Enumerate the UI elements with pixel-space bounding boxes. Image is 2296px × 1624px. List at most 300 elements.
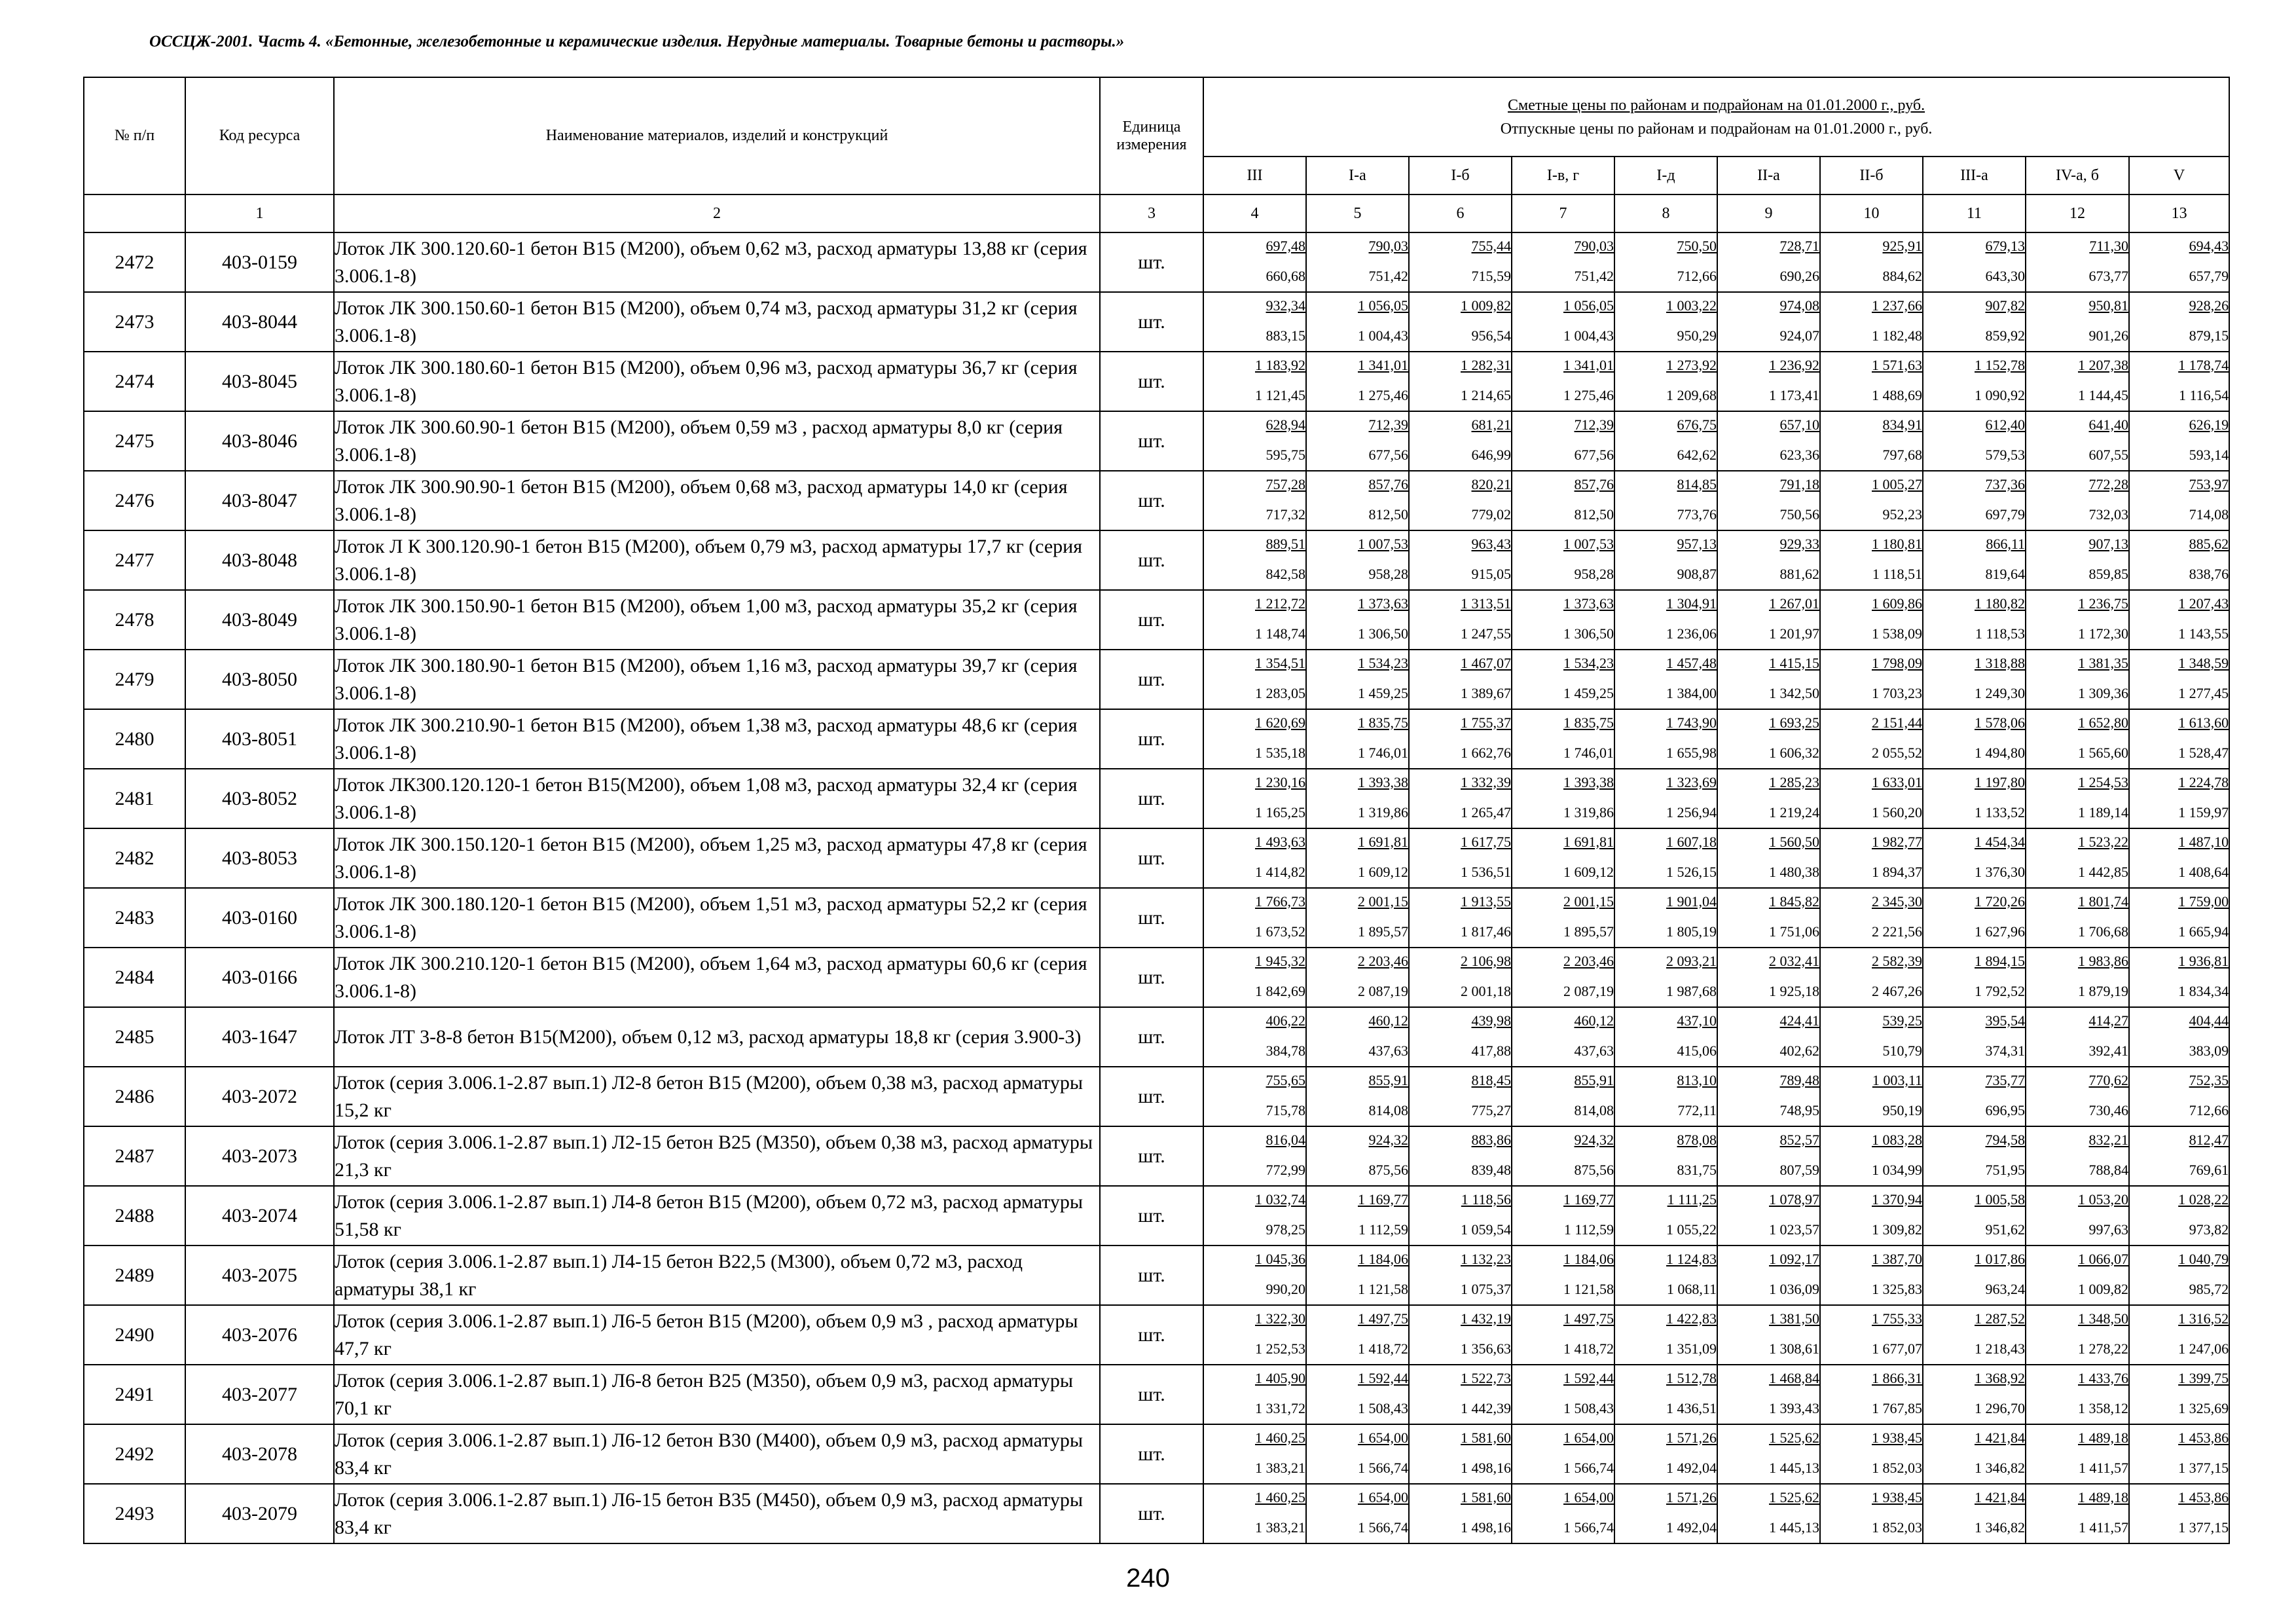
estimate-price: 1 534,23 [1358, 654, 1408, 671]
release-price: 1 346,82 [1975, 1519, 2025, 1536]
price-cell [1203, 1007, 1306, 1067]
price-cell [1409, 828, 1512, 888]
release-price: 859,92 [1985, 327, 2025, 344]
release-price: 985,72 [2189, 1280, 2229, 1297]
estimate-price: 878,08 [1677, 1131, 1717, 1148]
estimate-price: 1 381,50 [1769, 1310, 1819, 1327]
estimate-price: 1 938,45 [1872, 1488, 1922, 1505]
release-price: 775,27 [1471, 1101, 1511, 1118]
estimate-price: 832,21 [2088, 1131, 2128, 1148]
row-number: 2477 [84, 530, 185, 590]
estimate-price: 1 460,25 [1255, 1488, 1305, 1505]
estimate-price: 1 066,07 [2078, 1250, 2128, 1267]
release-price: 1 165,25 [1255, 803, 1305, 821]
estimate-price: 1 180,82 [1975, 595, 2025, 612]
price-cell [1717, 828, 1820, 888]
price-cell [1203, 948, 1306, 1007]
header-code: Код ресурса [185, 77, 334, 194]
price-cell [1923, 948, 2026, 1007]
release-price: 1 528,47 [2178, 744, 2229, 761]
release-price: 1 751,06 [1769, 923, 1819, 940]
estimate-price: 755,65 [1266, 1071, 1305, 1088]
estimate-price: 1 798,09 [1872, 654, 1922, 671]
estimate-price: 414,27 [2088, 1012, 2128, 1029]
column-number: 2 [334, 194, 1100, 232]
price-cell [1203, 1186, 1306, 1246]
table-row [84, 352, 2229, 411]
price-cell [1820, 232, 1923, 292]
unit-of-measure: шт. [1100, 769, 1203, 828]
release-price: 1 004,43 [1358, 327, 1408, 344]
price-cell [1306, 1484, 1409, 1543]
estimate-price: 1 393,38 [1358, 773, 1408, 790]
release-price: 779,02 [1471, 506, 1511, 523]
estimate-price: 1 237,66 [1872, 297, 1922, 314]
price-cell [1717, 1186, 1820, 1246]
estimate-price: 2 001,15 [1358, 893, 1408, 910]
price-cell [1614, 828, 1717, 888]
estimate-price: 1 654,00 [1563, 1429, 1614, 1446]
estimate-price: 1 056,05 [1563, 297, 1614, 314]
item-name: Лоток ЛК300.120.120-1 бетон В15(М200), объем 1,08 м3, расход арматуры 32,4 кг (серия 3.006.1-8) [334, 769, 1100, 828]
price-cell [1923, 1007, 2026, 1067]
estimate-price: 750,50 [1677, 237, 1717, 254]
row-number: 2493 [84, 1484, 185, 1543]
price-cell [1820, 1424, 1923, 1484]
estimate-price: 866,11 [1986, 535, 2025, 552]
estimate-price: 1 654,00 [1358, 1488, 1408, 1505]
header-prices [1203, 77, 2229, 157]
price-cell [2026, 530, 2129, 590]
price-cell [2026, 1305, 2129, 1365]
price-cell [1512, 292, 1614, 352]
estimate-price: 1 254,53 [2078, 773, 2128, 790]
estimate-price: 1 835,75 [1563, 714, 1614, 731]
estimate-price: 1 083,28 [1872, 1131, 1922, 1148]
release-price: 751,42 [1574, 267, 1614, 284]
estimate-price: 539,25 [1882, 1012, 1922, 1029]
resource-code: 403-2074 [185, 1186, 334, 1246]
estimate-price: 2 203,46 [1358, 952, 1408, 969]
price-cell [1409, 1186, 1512, 1246]
release-price: 1 408,64 [2178, 863, 2229, 880]
release-price: 712,66 [1677, 267, 1717, 284]
release-price: 1 325,69 [2178, 1399, 2229, 1416]
release-price: 797,68 [1882, 446, 1922, 463]
release-price: 958,28 [1574, 565, 1614, 582]
estimate-price: 1 005,27 [1872, 475, 1922, 492]
estimate-price: 1 348,59 [2178, 654, 2229, 671]
estimate-price: 1 323,69 [1666, 773, 1717, 790]
release-price: 392,41 [2088, 1042, 2128, 1059]
estimate-price: 1 045,36 [1255, 1250, 1305, 1267]
release-price: 812,50 [1368, 506, 1408, 523]
release-price: 773,76 [1677, 506, 1717, 523]
price-cell [1923, 411, 2026, 471]
item-name: Лоток ЛК 300.90.90-1 бетон В15 (М200), объем 0,68 м3, расход арматуры 14,0 кг (серия 3.006.1-8) [334, 471, 1100, 530]
estimate-price: 1 230,16 [1255, 773, 1305, 790]
estimate-price: 1 422,83 [1666, 1310, 1717, 1327]
estimate-price: 950,81 [2088, 297, 2128, 314]
estimate-price: 855,91 [1368, 1071, 1408, 1088]
release-price: 859,85 [2088, 565, 2128, 582]
release-price: 1 389,67 [1461, 684, 1511, 701]
estimate-price: 1 759,00 [2178, 893, 2229, 910]
release-price: 1 627,96 [1975, 923, 2025, 940]
price-cell [1614, 709, 1717, 769]
estimate-price: 1 111,25 [1667, 1190, 1717, 1208]
column-number: 9 [1717, 194, 1820, 232]
item-name: Лоток (серия 3.006.1-2.87 вып.1) Л2-15 бетон В25 (М350), объем 0,38 м3, расход арматуры 21,3 кг [334, 1126, 1100, 1186]
price-cell [1923, 530, 2026, 590]
estimate-price: 1 617,75 [1461, 833, 1511, 850]
release-price: 1 090,92 [1975, 386, 2025, 403]
price-cell [1306, 650, 1409, 709]
table-row [84, 411, 2229, 471]
region-header: II-а [1717, 157, 1820, 194]
price-cell [2026, 1007, 2129, 1067]
price-cell [1306, 1305, 1409, 1365]
price-cell [1409, 888, 1512, 948]
estimate-price: 1 936,81 [2178, 952, 2229, 969]
release-price: 1 023,57 [1769, 1221, 1819, 1238]
price-cell [1820, 471, 1923, 530]
release-price: 1 358,12 [2078, 1399, 2128, 1416]
price-cell [2026, 888, 2129, 948]
table-row [84, 232, 2229, 292]
estimate-price: 1 693,25 [1769, 714, 1819, 731]
estimate-price: 1 078,97 [1769, 1190, 1819, 1208]
price-cell [2129, 530, 2229, 590]
estimate-price: 1 743,90 [1666, 714, 1717, 731]
estimate-price: 612,40 [1985, 416, 2025, 433]
price-cell [1820, 1186, 1923, 1246]
table-row [84, 530, 2229, 590]
estimate-price: 1 212,72 [1255, 595, 1305, 612]
price-cell [2026, 948, 2129, 1007]
unit-of-measure: шт. [1100, 292, 1203, 352]
estimate-price: 1 197,80 [1975, 773, 2025, 790]
price-cell [1203, 650, 1306, 709]
release-price: 402,62 [1779, 1042, 1819, 1059]
release-price: 1 987,68 [1666, 982, 1717, 999]
row-number: 2487 [84, 1126, 185, 1186]
release-price: 384,78 [1266, 1042, 1305, 1059]
unit-of-measure: шт. [1100, 1186, 1203, 1246]
estimate-price: 737,36 [1985, 475, 2025, 492]
estimate-price: 681,21 [1471, 416, 1511, 433]
item-name: Лоток (серия 3.006.1-2.87 вып.1) Л6-8 бетон В25 (М350), объем 0,9 м3, расход арматуры 70,1 кг [334, 1365, 1100, 1424]
release-price: 1 009,82 [2078, 1280, 2128, 1297]
row-number: 2488 [84, 1186, 185, 1246]
estimate-price: 753,97 [2189, 475, 2229, 492]
resource-code: 403-2075 [185, 1246, 334, 1305]
release-price: 732,03 [2088, 506, 2128, 523]
price-cell [1614, 1484, 1717, 1543]
release-price: 1 805,19 [1666, 923, 1717, 940]
price-cell [1614, 948, 1717, 1007]
unit-of-measure: шт. [1100, 471, 1203, 530]
row-number: 2478 [84, 590, 185, 650]
estimate-price: 1 132,23 [1461, 1250, 1511, 1267]
price-cell [2026, 1246, 2129, 1305]
price-cell [2129, 828, 2229, 888]
price-cell [1409, 1484, 1512, 1543]
price-cell [1923, 1186, 2026, 1246]
estimate-price: 424,41 [1779, 1012, 1819, 1029]
resource-code: 403-8051 [185, 709, 334, 769]
release-price: 690,26 [1779, 267, 1819, 284]
price-cell [1203, 471, 1306, 530]
price-cell [1717, 1126, 1820, 1186]
estimate-price: 1 571,26 [1666, 1429, 1717, 1446]
price-cell [1203, 709, 1306, 769]
estimate-price: 1 224,78 [2178, 773, 2229, 790]
table-row [84, 1246, 2229, 1305]
price-cell [1614, 769, 1717, 828]
release-price: 1 895,57 [1563, 923, 1614, 940]
unit-of-measure: шт. [1100, 1424, 1203, 1484]
price-cell [1512, 709, 1614, 769]
release-price: 595,75 [1266, 446, 1305, 463]
estimate-price: 1 652,80 [2078, 714, 2128, 731]
price-cell [1306, 352, 1409, 411]
estimate-price: 1 313,51 [1461, 595, 1511, 612]
estimate-price: 1 609,86 [1872, 595, 1922, 612]
row-number: 2476 [84, 471, 185, 530]
release-price: 1 319,86 [1563, 803, 1614, 821]
price-cell [1512, 1186, 1614, 1246]
table-row [84, 1067, 2229, 1126]
price-cell [1717, 1067, 1820, 1126]
release-price: 1 351,09 [1666, 1340, 1717, 1357]
release-price: 1 834,34 [2178, 982, 2229, 999]
price-cell [1923, 1126, 2026, 1186]
table-row [84, 1186, 2229, 1246]
release-price: 807,59 [1779, 1161, 1819, 1178]
estimate-price: 812,47 [2189, 1131, 2229, 1148]
price-cell [1717, 471, 1820, 530]
release-price: 1 538,09 [1872, 625, 1922, 642]
table-row [84, 1424, 2229, 1484]
price-cell [2026, 828, 2129, 888]
price-cell [2129, 1246, 2229, 1305]
estimate-price: 2 151,44 [1872, 714, 1922, 731]
estimate-price: 1 578,06 [1975, 714, 2025, 731]
release-price: 1 498,16 [1461, 1459, 1511, 1476]
estimate-price: 1 053,20 [2078, 1190, 2128, 1208]
release-price: 924,07 [1779, 327, 1819, 344]
estimate-price: 1 207,43 [2178, 595, 2229, 612]
estimate-price: 772,28 [2088, 475, 2128, 492]
unit-of-measure: шт. [1100, 1365, 1203, 1424]
price-cell [1717, 292, 1820, 352]
release-price: 1 445,13 [1769, 1459, 1819, 1476]
estimate-price: 1 654,00 [1358, 1429, 1408, 1446]
price-cell [1923, 1365, 2026, 1424]
unit-of-measure: шт. [1100, 1305, 1203, 1365]
price-cell [1306, 948, 1409, 1007]
item-name: Лоток (серия 3.006.1-2.87 вып.1) Л6-15 бетон В35 (М450), объем 0,9 м3, расход арматуры 83,4 кг [334, 1484, 1100, 1543]
release-price: 973,82 [2189, 1221, 2229, 1238]
unit-of-measure: шт. [1100, 1126, 1203, 1186]
table-row [84, 292, 2229, 352]
release-price: 643,30 [1985, 267, 2025, 284]
table-row [84, 888, 2229, 948]
estimate-price: 1 322,30 [1255, 1310, 1305, 1327]
price-cell [1203, 1246, 1306, 1305]
estimate-price: 657,10 [1779, 416, 1819, 433]
estimate-price: 1 341,01 [1358, 356, 1408, 373]
release-price: 1 817,46 [1461, 923, 1511, 940]
estimate-price: 697,48 [1266, 237, 1305, 254]
release-price: 1 895,57 [1358, 923, 1408, 940]
item-name: Лоток ЛТ 3-8-8 бетон В15(М200), объем 0,12 м3, расход арматуры 18,8 кг (серия 3.900-3) [334, 1007, 1100, 1067]
release-price: 1 189,14 [2078, 803, 2128, 821]
release-price: 875,56 [1368, 1161, 1408, 1178]
release-price: 1 852,03 [1872, 1459, 1922, 1476]
estimate-price: 1 056,05 [1358, 297, 1408, 314]
estimate-price: 1 633,01 [1872, 773, 1922, 790]
price-cell [1512, 948, 1614, 1007]
release-price: 1 219,24 [1769, 803, 1819, 821]
release-price: 1 767,85 [1872, 1399, 1922, 1416]
estimate-price: 1 387,70 [1872, 1250, 1922, 1267]
price-cell [1203, 530, 1306, 590]
release-price: 1 842,69 [1255, 982, 1305, 999]
estimate-price: 1 894,15 [1975, 952, 2025, 969]
price-cell [1512, 471, 1614, 530]
price-cell [2026, 1186, 2129, 1246]
resource-code: 403-8045 [185, 352, 334, 411]
release-price: 1 306,50 [1358, 625, 1408, 642]
price-cell [1409, 1007, 1512, 1067]
price-cell [1614, 1424, 1717, 1484]
estimate-price: 1 348,50 [2078, 1310, 2128, 1327]
price-cell [2129, 1007, 2229, 1067]
estimate-price: 816,04 [1266, 1131, 1305, 1148]
price-cell [1923, 292, 2026, 352]
price-cell [1306, 530, 1409, 590]
release-price: 1 214,65 [1461, 386, 1511, 403]
column-number: 11 [1923, 194, 2026, 232]
estimate-price: 1 399,75 [2178, 1369, 2229, 1386]
unit-of-measure: шт. [1100, 352, 1203, 411]
estimate-price: 770,62 [2088, 1071, 2128, 1088]
price-cell [2129, 1067, 2229, 1126]
estimate-price: 924,32 [1368, 1131, 1408, 1148]
release-price: 1 852,03 [1872, 1519, 1922, 1536]
region-header: I-б [1409, 157, 1512, 194]
price-cell [1614, 411, 1717, 471]
estimate-price: 928,26 [2189, 297, 2229, 314]
region-header: IV-а, б [2026, 157, 2129, 194]
estimate-price: 1 460,25 [1255, 1429, 1305, 1446]
estimate-price: 791,18 [1779, 475, 1819, 492]
estimate-price: 1 845,82 [1769, 893, 1819, 910]
release-price: 437,63 [1574, 1042, 1614, 1059]
resource-code: 403-0166 [185, 948, 334, 1007]
price-cell [1512, 590, 1614, 650]
price-cell [1512, 828, 1614, 888]
release-price: 642,62 [1677, 446, 1717, 463]
estimate-price: 1 007,53 [1563, 535, 1614, 552]
price-cell [1409, 292, 1512, 352]
estimate-price: 1 945,32 [1255, 952, 1305, 969]
price-cell [1923, 232, 2026, 292]
price-cell [1614, 1007, 1717, 1067]
estimate-price: 628,94 [1266, 416, 1305, 433]
item-name: Лоток ЛК 300.150.60-1 бетон В15 (М200), объем 0,74 м3, расход арматуры 31,2 кг (серия 3.006.1-8) [334, 292, 1100, 352]
region-header: I-а [1306, 157, 1409, 194]
release-price: 1 252,53 [1255, 1340, 1305, 1357]
unit-of-measure: шт. [1100, 590, 1203, 650]
release-price: 660,68 [1266, 267, 1305, 284]
item-name: Лоток Л К 300.120.90-1 бетон В15 (М200), объем 0,79 м3, расход арматуры 17,7 кг (серия 3.006.1-8) [334, 530, 1100, 590]
price-cell [1820, 888, 1923, 948]
estimate-price: 676,75 [1677, 416, 1717, 433]
row-number: 2473 [84, 292, 185, 352]
estimate-price: 932,34 [1266, 297, 1305, 314]
release-price: 839,48 [1471, 1161, 1511, 1178]
price-cell [2129, 1365, 2229, 1424]
estimate-price: 1 487,10 [2178, 833, 2229, 850]
release-price: 751,42 [1368, 267, 1408, 284]
release-price: 1 383,21 [1255, 1459, 1305, 1476]
release-price: 1 112,59 [1563, 1221, 1614, 1238]
estimate-price: 1 316,52 [2178, 1310, 2229, 1327]
price-cell [1306, 888, 1409, 948]
price-cell [1820, 1246, 1923, 1305]
release-price: 956,54 [1471, 327, 1511, 344]
price-cell [1717, 1246, 1820, 1305]
estimate-price: 1 009,82 [1461, 297, 1511, 314]
estimate-price: 1 421,84 [1975, 1429, 2025, 1446]
price-cell [1717, 1424, 1820, 1484]
estimate-price: 712,39 [1368, 416, 1408, 433]
release-price: 1 925,18 [1769, 982, 1819, 999]
release-price: 1 436,51 [1666, 1399, 1717, 1416]
resource-code: 403-8050 [185, 650, 334, 709]
estimate-price: 1 525,62 [1769, 1488, 1819, 1505]
estimate-price: 1 571,63 [1872, 356, 1922, 373]
release-price: 901,26 [2088, 327, 2128, 344]
release-price: 1 075,37 [1461, 1280, 1511, 1297]
unit-of-measure: шт. [1100, 1484, 1203, 1543]
release-price: 951,62 [1985, 1221, 2025, 1238]
estimate-price: 1 304,91 [1666, 595, 1717, 612]
price-cell [2129, 948, 2229, 1007]
price-cell [1717, 590, 1820, 650]
price-cell [1614, 352, 1717, 411]
release-price: 952,23 [1882, 506, 1922, 523]
estimate-price: 1 207,38 [2078, 356, 2128, 373]
estimate-price: 1 118,56 [1461, 1190, 1511, 1208]
region-header: I-д [1614, 157, 1717, 194]
header-unit: Единица измерения [1100, 77, 1203, 194]
release-price: 748,95 [1779, 1101, 1819, 1118]
release-price: 879,15 [2189, 327, 2229, 344]
price-cell [1923, 1305, 2026, 1365]
price-cell [2026, 1067, 2129, 1126]
price-cell [2129, 1126, 2229, 1186]
estimate-price: 1 866,31 [1872, 1369, 1922, 1386]
release-price: 1 068,11 [1666, 1280, 1717, 1297]
header-price-release: Отпускные цены по районам и подрайонам на 01.01.2000 г., руб. [1500, 120, 1933, 138]
price-cell [1717, 530, 1820, 590]
row-number: 2486 [84, 1067, 185, 1126]
release-price: 1 306,50 [1563, 625, 1614, 642]
